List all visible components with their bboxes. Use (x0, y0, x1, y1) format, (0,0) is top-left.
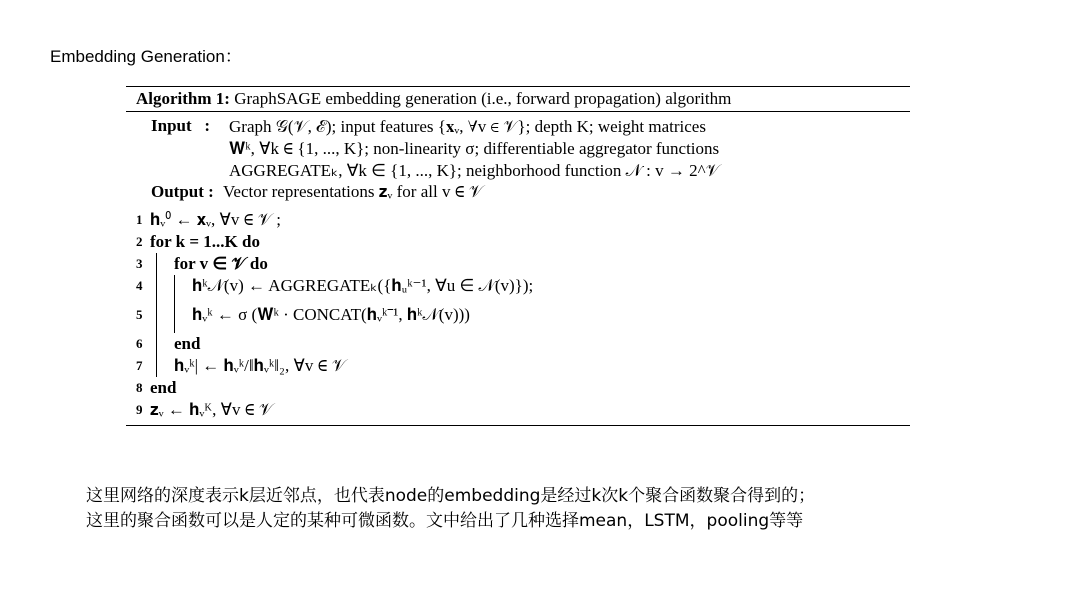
line-number: 5 (136, 306, 143, 322)
step-text: 𝐡ᵥᵏ ← σ (𝐖ᵏ · CONCAT(𝐡ᵥᵏ⁻¹, 𝐡ᵏ𝒩(v))) (192, 304, 470, 324)
algorithm-io (126, 112, 910, 202)
input-values (229, 116, 910, 182)
algorithm-box (126, 86, 910, 426)
algorithm-step (136, 333, 910, 355)
algorithm-step (136, 231, 910, 253)
indent-bar (156, 333, 157, 355)
indent-bar (174, 297, 175, 333)
indent-bar (156, 297, 157, 333)
indent-bar (156, 355, 157, 377)
output-value: Vector representations 𝐳ᵥ for all v ∈ 𝒱 (223, 182, 484, 202)
algorithm-step (136, 355, 910, 377)
input-key: Input : (151, 116, 211, 136)
input-line: AGGREGATEₖ, ∀k ∈ {1, ..., K}; neighborhood function 𝒩 : v → 2^𝒱 (229, 161, 720, 181)
step-text: end (150, 377, 177, 397)
algorithm-step (136, 275, 910, 297)
input-line: 𝐖ᵏ, ∀k ∈ {1, ..., K}; non-linearity σ; differentiable aggregator functions (229, 139, 720, 159)
line-number: 1 (136, 211, 143, 227)
algorithm-step (136, 253, 910, 275)
step-text: 𝐳ᵥ ← 𝐡ᵥᴷ, ∀v ∈ 𝒱 (150, 399, 274, 419)
output-row (151, 182, 910, 202)
step-text: for k = 1...K do (150, 231, 260, 251)
note-line: 这里网络的深度表示k层近邻点，也代表node的embedding是经过k次k个聚合函数聚合得到的； (86, 486, 816, 506)
line-number: 7 (136, 357, 143, 373)
line-number: 9 (136, 401, 143, 417)
input-line: Graph 𝒢(𝒱, ℰ); input features {𝐱ᵥ, ∀v ∈ 𝒱}; depth K; weight matrices (229, 117, 706, 137)
line-number: 3 (136, 255, 143, 271)
algorithm-label: Algorithm 1: (136, 89, 230, 108)
note-line: 这里的聚合函数可以是人定的某种可微函数。文中给出了几种选择mean，LSTM，pooling等等 (86, 511, 804, 531)
algorithm-step (136, 209, 910, 231)
explanation-note (86, 484, 815, 534)
step-text: 𝐡ᵥ⁰ ← 𝐱ᵥ, ∀v ∈ 𝒱 ; (150, 209, 281, 229)
step-text: 𝐡ᵥᵏ| ← 𝐡ᵥᵏ/‖𝐡ᵥᵏ‖₂, ∀v ∈ 𝒱 (174, 355, 346, 375)
algorithm-title-text: GraphSAGE embedding generation (i.e., forward propagation) algorithm (234, 89, 732, 108)
algorithm-step (136, 377, 910, 399)
line-number: 6 (136, 335, 143, 351)
section-heading: Embedding Generation： (50, 47, 242, 66)
output-key: Output : (151, 182, 214, 202)
indent-bar (156, 275, 157, 297)
step-text: 𝐡ᵏ𝒩(v) ← AGGREGATEₖ({𝐡ᵤᵏ⁻¹, ∀u ∈ 𝒩(v)}); (192, 275, 534, 295)
step-text: end (174, 333, 201, 353)
algorithm-title (126, 87, 910, 112)
algorithm-steps (126, 203, 910, 425)
step-text: for v ∈ 𝒱 do (174, 253, 268, 273)
algorithm-step (136, 399, 910, 421)
algorithm-step (136, 297, 910, 333)
indent-bar (174, 275, 175, 297)
indent-bar (156, 253, 157, 275)
line-number: 2 (136, 233, 143, 249)
line-number: 4 (136, 277, 143, 293)
input-row (151, 116, 910, 182)
line-number: 8 (136, 379, 143, 395)
